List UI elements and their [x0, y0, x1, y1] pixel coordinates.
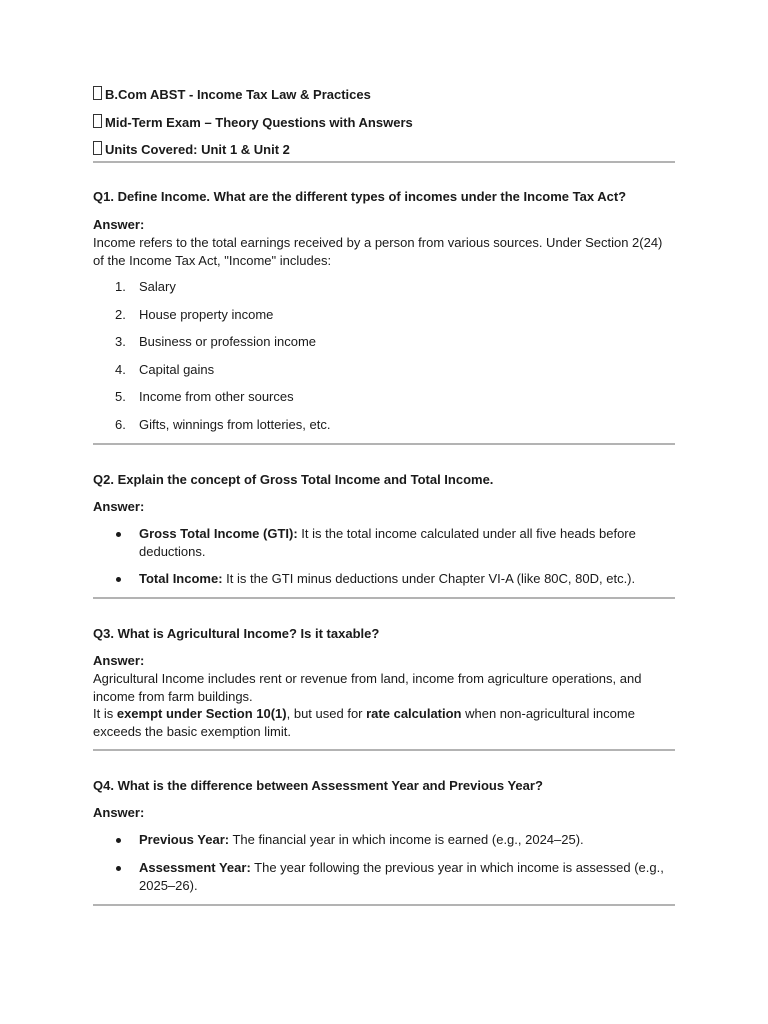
question-2: Q2. Explain the concept of Gross Total Income and Total Income. — [93, 471, 494, 487]
bullet-icon — [116, 838, 121, 843]
list-item: Total Income: It is the GTI minus deductions under Chapter VI-A (like 80C, 80D, etc.). — [93, 570, 675, 588]
list-item: 4. Capital gains — [115, 361, 215, 377]
answer-3-taxability: It is exempt under Section 10(1), but used for rate calculation when non-agricultural income exceeds the basic exemption limit. — [93, 706, 635, 739]
list-item: 1. Salary — [115, 279, 176, 294]
bullet-icon — [116, 532, 121, 537]
divider — [93, 443, 675, 445]
list-item: 6. Gifts, winnings from lotteries, etc. — [115, 416, 331, 432]
answer-label: Answer: — [93, 805, 145, 820]
list-item: Previous Year: The financial year in which income is earned (e.g., 2024–25). — [93, 831, 675, 849]
header-line-3 — [93, 141, 675, 159]
list-item: 2. House property income — [115, 306, 274, 322]
list-item: 3. Business or profession income — [115, 334, 317, 349]
divider — [93, 904, 675, 906]
bullet-icon — [116, 866, 121, 871]
answer-3-text: Agricultural Income includes rent or revenue from land, income from agriculture operations, and income from farm buildings. — [93, 671, 642, 704]
question-1: Q1. Define Income. What are the different types of incomes under the Income Tax Act? — [93, 189, 627, 204]
units-covered: Units Covered: Unit 1 & Unit 2 — [105, 142, 290, 157]
divider — [93, 161, 675, 163]
missing-glyph-icon — [93, 86, 102, 100]
list-item: Gross Total Income (GTI): It is the total income calculated under all five heads before deductions. — [93, 525, 675, 561]
divider — [93, 597, 675, 599]
header-line-2 — [93, 114, 675, 132]
answer-1-text: Income refers to the total earnings received by a person from various sources. Under Section 2(24) of the Income Tax Act, "Income" includes: — [93, 235, 663, 268]
answer-label: Answer: — [93, 217, 145, 232]
year-definitions-list — [93, 831, 675, 895]
missing-glyph-icon — [93, 114, 102, 128]
answer-label: Answer: — [93, 653, 145, 668]
list-item: 5. Income from other sources — [115, 389, 294, 404]
missing-glyph-icon — [93, 141, 102, 155]
exam-title: Mid-Term Exam – Theory Questions with Answers — [105, 114, 413, 130]
question-3: Q3. What is Agricultural Income? Is it taxable? — [93, 626, 380, 641]
income-concepts-list — [93, 525, 675, 589]
bullet-icon — [116, 577, 121, 582]
list-item: Assessment Year: The year following the previous year in which income is assessed (e.g., 2025–26). — [93, 859, 675, 895]
course-title: B.Com ABST - Income Tax Law & Practices — [105, 87, 371, 102]
income-types-list — [93, 278, 675, 434]
answer-label: Answer: — [93, 498, 145, 514]
question-4: Q4. What is the difference between Assessment Year and Previous Year? — [93, 778, 543, 793]
divider — [93, 749, 675, 751]
header-line-1 — [93, 86, 675, 104]
